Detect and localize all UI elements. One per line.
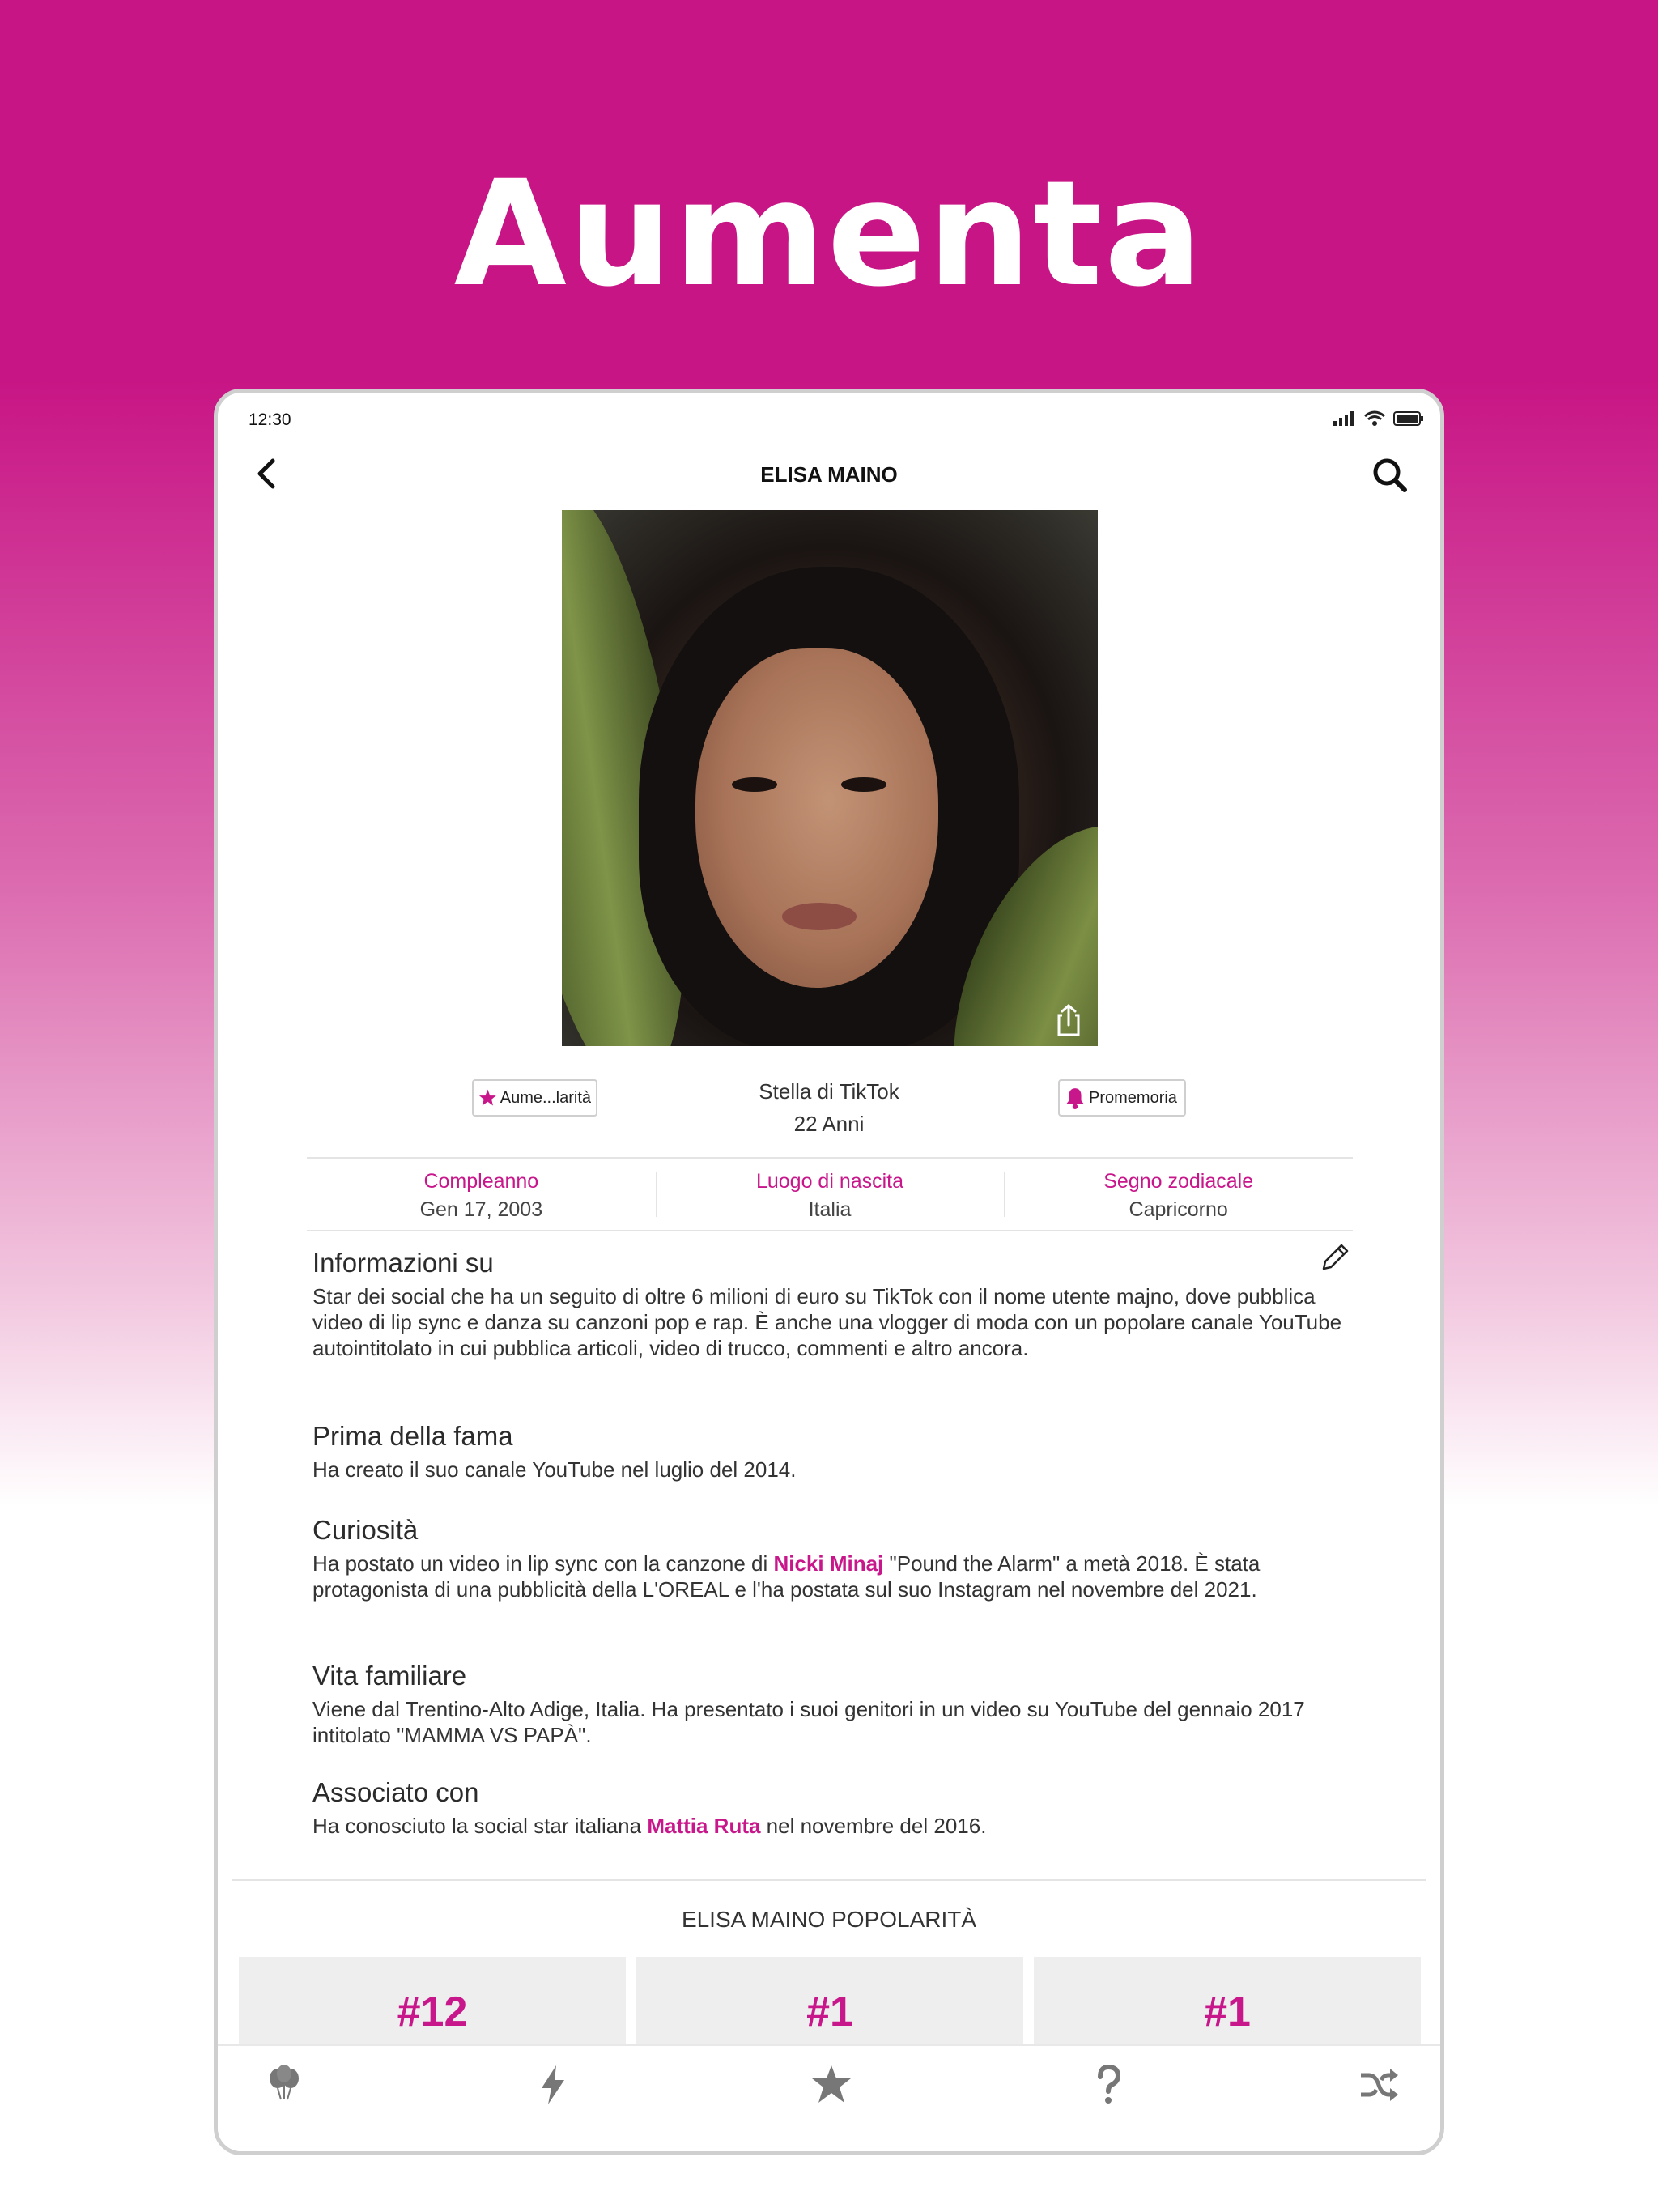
question-icon[interactable] [1086, 2062, 1131, 2108]
fact-value: Gen 17, 2003 [419, 1198, 543, 1221]
signal-icon [1333, 411, 1356, 426]
fact-label: Luogo di nascita [755, 1170, 904, 1193]
section-about [312, 1248, 1365, 1361]
section-text: Ha creato il suo canale YouTube nel luglio del 2014. [312, 1457, 797, 1482]
popularity-button-label: Aume...larità [500, 1088, 591, 1107]
profile-age: 22 Anni [793, 1112, 865, 1136]
fact-value: Capricorno [1129, 1198, 1228, 1221]
star-icon[interactable] [809, 2062, 854, 2108]
nav-bar [218, 441, 1440, 506]
section-title: Associato con [312, 1777, 479, 1807]
hero-title: Aumenta [453, 150, 1205, 319]
rank-number: #12 [397, 1989, 468, 2035]
section-title: Curiosità [312, 1515, 419, 1545]
fact-value: Italia [808, 1198, 852, 1221]
section-title: Prima della fama [312, 1421, 513, 1451]
fact-birthplace[interactable] [656, 1159, 1005, 1230]
facts-row [307, 1157, 1353, 1231]
fact-zodiac[interactable] [1004, 1159, 1353, 1230]
section-family [312, 1661, 1365, 1748]
tab-bar [218, 2044, 1440, 2155]
lightning-icon[interactable] [530, 2062, 576, 2108]
share-icon[interactable] [1051, 1002, 1086, 1038]
status-icons [1333, 410, 1424, 427]
reminder-button-label: Promemoria [1089, 1088, 1177, 1107]
text-fragment: Ha conosciuto la social star italiana [312, 1814, 648, 1838]
section-trivia [312, 1515, 1365, 1602]
section-before-fame [312, 1421, 1365, 1482]
text-fragment: nel novembre del 2016. [760, 1814, 987, 1838]
text-fragment: Ha postato un video in lip sync con la canzone di [312, 1551, 774, 1576]
device-frame [214, 389, 1444, 2155]
section-title: Vita familiare [312, 1661, 467, 1691]
status-time: 12:30 [249, 410, 291, 429]
search-icon[interactable] [1371, 456, 1408, 493]
section-text [312, 1813, 1365, 1839]
fact-label: Compleanno [423, 1170, 539, 1193]
bell-icon [1065, 1087, 1086, 1109]
text-fragment: "Pound the Alarm" a metà 2018. È stata protagonista di una pubblicità della L'OREAL e l'ha postata sul suo Instagram nel novembre del 2021. [312, 1551, 1261, 1602]
wifi-icon [1364, 410, 1385, 427]
popularity-title: ELISA MAINO POPOLARITÀ [681, 1907, 977, 1932]
profile-photo [562, 510, 1098, 1046]
section-text: Star dei social che ha un seguito di oltre 6 milioni di euro su TikTok con il nome utente majno, dove pubblica video di lip sync e danza su canzoni pop e rap. È anche una vlogger di moda con un popolare canale YouTube autointitolato in cui pubblica articoli, video di trucco, commenti e altro ancora. [312, 1284, 1342, 1360]
page-title: ELISA MAINO [760, 462, 898, 487]
battery-icon [1393, 411, 1424, 426]
fact-birthday [307, 1159, 656, 1230]
rank-number: #1 [1204, 1989, 1251, 2035]
related-link-nicki-minaj[interactable]: Nicki Minaj [773, 1551, 884, 1576]
fact-label: Segno zodiacale [1103, 1170, 1254, 1193]
profile-type: Stella di TikTok [759, 1079, 899, 1104]
section-text [312, 1551, 1365, 1602]
rank-number: #1 [806, 1989, 853, 2035]
section-title: Informazioni su [312, 1248, 494, 1278]
related-link-mattia-ruta[interactable]: Mattia Ruta [647, 1814, 761, 1838]
balloons-icon[interactable] [261, 2062, 307, 2108]
shuffle-icon[interactable] [1356, 2062, 1401, 2108]
section-text: Viene dal Trentino-Alto Adige, Italia. Ha presentato i suoi genitori in un video su YouTube del gennaio 2017 intitolato "MAMMA VS PAPÀ". [312, 1697, 1305, 1747]
section-associated [312, 1777, 1365, 1839]
status-bar [218, 393, 1440, 441]
reminder-button[interactable] [1058, 1079, 1186, 1117]
divider [232, 1879, 1426, 1881]
